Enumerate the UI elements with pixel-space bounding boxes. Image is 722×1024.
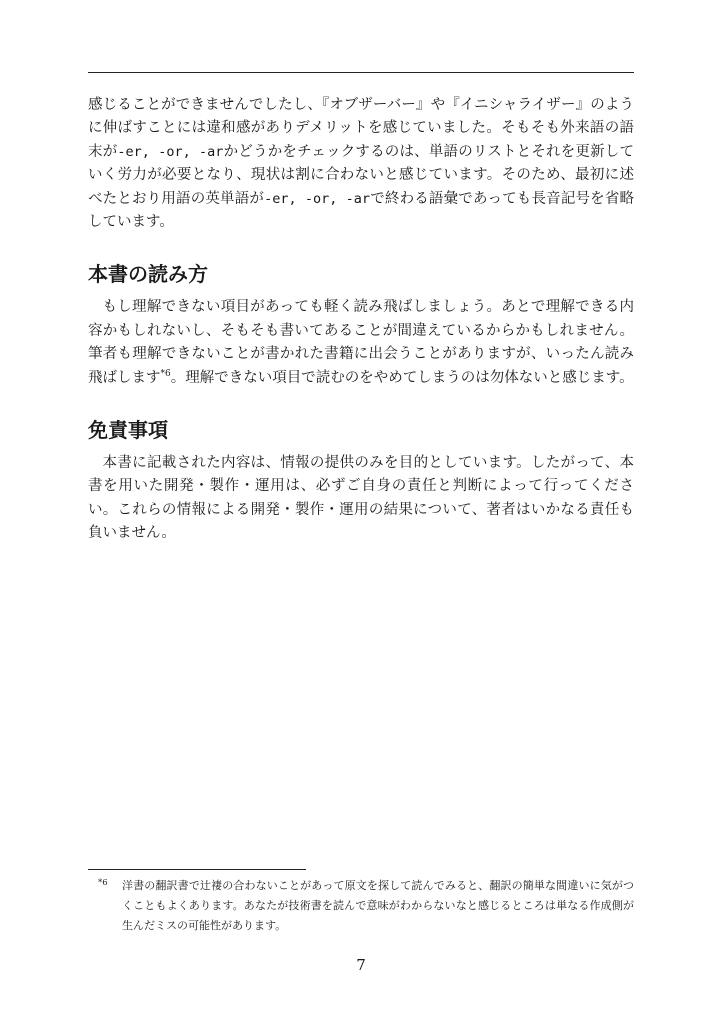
paragraph-disclaimer: 本書に記載された内容は、情報の提供のみを目的としています。したがって、本書を用いた開発・製作・運用は、必ずご自身の責任と判断によって行ってください。これらの情報による開発・製作・運用の結果について、著者はいかなる責任も負いません。 (88, 455, 634, 542)
section-heading-reading: 本書の読み方 (88, 262, 208, 287)
footnote (98, 876, 634, 936)
paragraph-text: 感じることができませんでしたし、『オブザーバー』や『イニシャライザー』のように伸ばすことには違和感がありデメリットを感じていました。そもそも外来語の語末が (88, 97, 634, 160)
page-body (88, 94, 634, 546)
suffix-code: -er, -or, -ar (117, 143, 224, 160)
footnote-reference[interactable]: *6 (160, 368, 171, 379)
footnote-mark: *6 (98, 878, 108, 888)
header-rule (88, 72, 634, 73)
paragraph-text: で終わる語彙であっても長音記号を省略しています。 (88, 190, 635, 231)
footnote-text: 洋書の翻訳書で辻褄の合わないことがあって原文を探して読んでみると、翻訳の簡単な間違いに気がつくこともよくあります。あなたが技術書を読んで意味がわからないなと感じるところは単なる作成側が生んだミスの可能性があります。 (122, 879, 634, 932)
paragraph-text: もし理解できない項目があっても軽く読み飛ばしましょう。あとで理解できる内容かもしれないし、そもそも書いてあることが間違えているからかもしれません。筆者も理解できないことが書かれた書籍に出会うことがありますが、いったん読み飛ばします (88, 299, 634, 386)
section-heading-disclaimer: 免責事項 (88, 418, 168, 443)
paragraph-text: 。理解できない項目で読むのをやめてしまうのは勿体ないと感じます。 (170, 369, 634, 386)
page-number: 7 (356, 956, 366, 974)
paragraph-long-vowel (88, 94, 634, 234)
paragraph-reading (88, 296, 634, 390)
paragraph-text: かどうかをチェックするのは、単語のリストとそれを更新していく労力が必要となり、現状は割に合わないと感じています。そのため、最初に述べたとおり用語の英単語が (88, 143, 635, 207)
suffix-code: -er, -or, -ar (264, 190, 371, 207)
footnote-rule (88, 869, 306, 870)
